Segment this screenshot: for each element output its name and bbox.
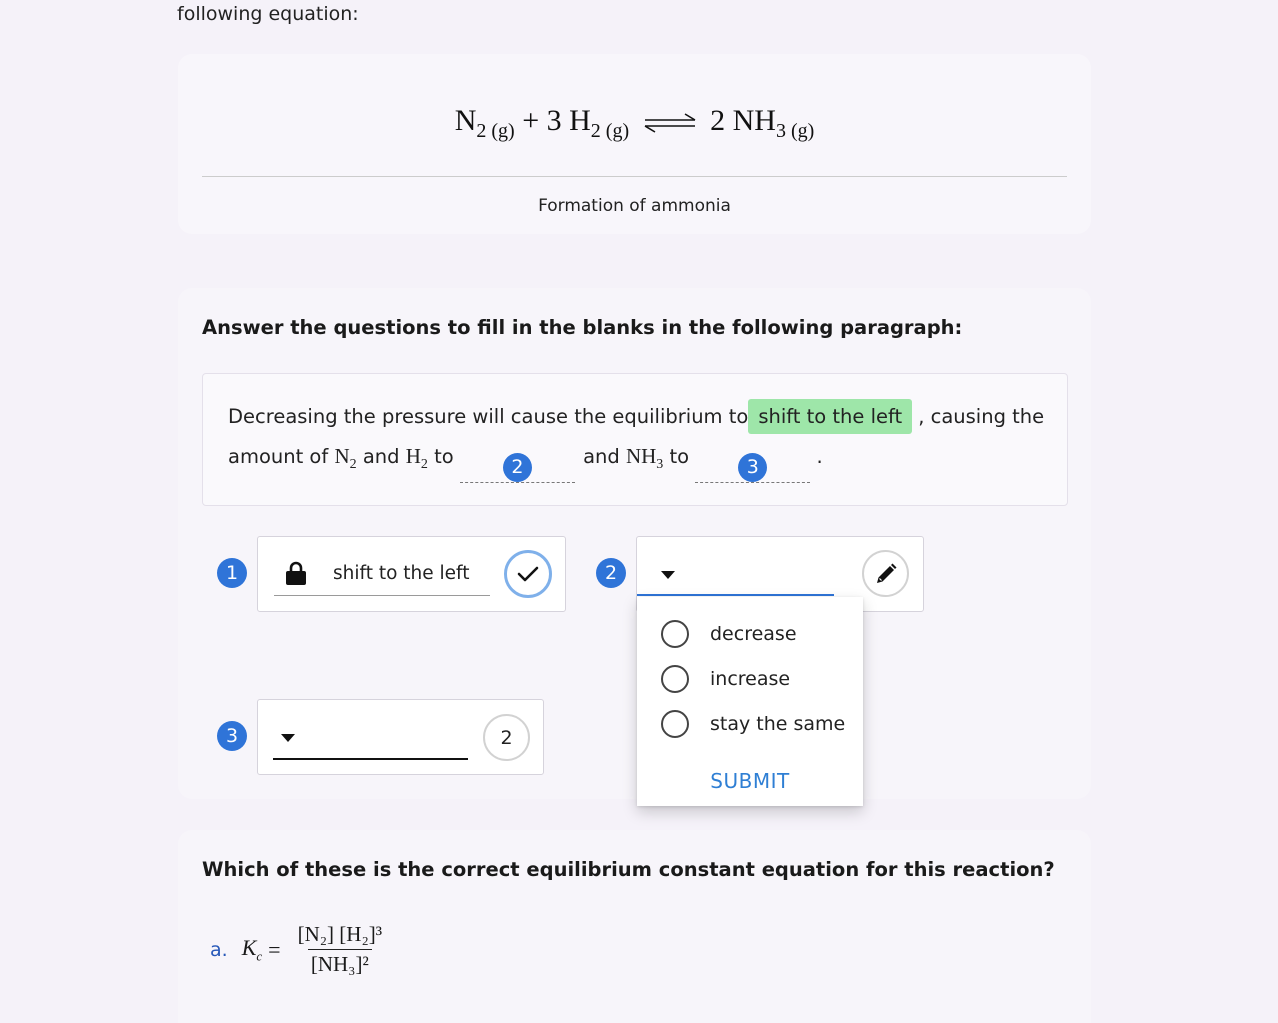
product-nh3: NH: [732, 104, 776, 137]
paragraph-line-1: [228, 399, 1044, 434]
blank-2-badge: 2: [503, 453, 532, 482]
coef-nh3: 2: [710, 104, 726, 137]
paragraph-text: and: [583, 445, 620, 468]
option-label: increase: [710, 668, 791, 690]
field-2-number-badge: 2: [596, 558, 626, 588]
paragraph-text: .: [816, 445, 823, 468]
field-3-box: [257, 699, 544, 775]
equilibrium-arrow-icon: [643, 112, 697, 134]
fill-paragraph: [202, 373, 1068, 506]
blank-2[interactable]: [460, 453, 575, 483]
chevron-down-icon: [281, 734, 295, 742]
formula-n2-sub: 2: [349, 457, 357, 473]
radio-icon[interactable]: [661, 665, 689, 693]
paragraph-text: , causing the: [918, 405, 1045, 428]
kc-symbol-letter: K: [241, 934, 257, 960]
field-3-number-badge: 3: [217, 721, 247, 751]
formula-h2: [405, 444, 428, 473]
fraction-denominator: [NH₃]²: [308, 949, 372, 977]
kc-symbol-sub: c: [256, 948, 263, 964]
option-increase[interactable]: [661, 665, 790, 693]
reactant-n2-sub: 2 (g): [476, 120, 515, 142]
plus-sign: +: [522, 104, 540, 137]
formula-nh3-symbol: NH: [625, 444, 657, 468]
option-label: decrease: [710, 623, 797, 645]
field-3-underline: [273, 758, 468, 760]
formula-h2-symbol: H: [405, 444, 421, 468]
reactant-h2-sub: 2 (g): [590, 120, 630, 142]
submit-button[interactable]: SUBMIT: [710, 769, 790, 793]
chemical-equation: [178, 104, 1091, 142]
field-2-select[interactable]: [637, 537, 834, 597]
field-1-box: [257, 536, 566, 612]
kc-question-card: [178, 830, 1091, 1023]
answer-option-a[interactable]: [210, 922, 385, 977]
divider: [202, 176, 1067, 177]
blank-1-answer[interactable]: shift to the left: [748, 399, 912, 434]
reactant-n2: N: [454, 104, 477, 137]
paragraph-text: amount of: [228, 445, 329, 468]
attempts-counter: 2: [483, 714, 530, 761]
coef-h2: 3: [546, 104, 562, 137]
blank-3-badge: 3: [738, 453, 767, 482]
kc-fraction: [295, 922, 386, 977]
paragraph-text: Decreasing the pressure will cause the equilibrium to: [228, 405, 749, 428]
equation-caption: Formation of ammonia: [538, 196, 731, 216]
fraction-numerator: [N₂] [H₂]³: [297, 922, 383, 946]
dropdown-menu: [637, 597, 863, 806]
paragraph-text: and: [362, 445, 400, 468]
kc-symbol: [242, 935, 262, 964]
option-letter: a.: [210, 938, 228, 961]
paragraph-line-2: [228, 444, 823, 483]
formula-n2-symbol: N: [334, 444, 350, 468]
paragraph-text: to: [434, 445, 454, 468]
lock-icon: [286, 561, 306, 585]
option-decrease[interactable]: [661, 620, 797, 648]
formula-n2: [334, 444, 357, 473]
reactant-h2: H: [569, 104, 591, 137]
equals-sign: =: [268, 936, 281, 962]
field-1-number-badge: 1: [217, 558, 247, 588]
formula-h2-sub: 2: [420, 457, 428, 473]
intro-text: following equation:: [177, 3, 359, 25]
field-1-underline: [274, 595, 490, 596]
check-icon[interactable]: [504, 550, 552, 598]
blank-3[interactable]: [695, 453, 810, 483]
field-3-select[interactable]: [258, 700, 470, 762]
radio-icon[interactable]: [661, 620, 689, 648]
option-label: stay the same: [710, 713, 846, 735]
paragraph-text: to: [669, 445, 690, 468]
radio-icon[interactable]: [661, 710, 689, 738]
equation-card: [178, 54, 1091, 234]
option-stay-the-same[interactable]: [661, 710, 845, 738]
formula-nh3-sub: 3: [656, 457, 664, 473]
question-title: Which of these is the correct equilibrium constant equation for this reaction?: [202, 858, 1055, 881]
product-nh3-sub: 3 (g): [775, 120, 815, 142]
field-2-underline: [637, 594, 834, 596]
chevron-down-icon: [661, 571, 675, 579]
question-title: Answer the questions to fill in the blanks in the following paragraph:: [202, 316, 963, 339]
pencil-icon[interactable]: [862, 550, 909, 597]
field-1-value: shift to the left: [333, 563, 470, 584]
formula-nh3: [625, 444, 664, 473]
